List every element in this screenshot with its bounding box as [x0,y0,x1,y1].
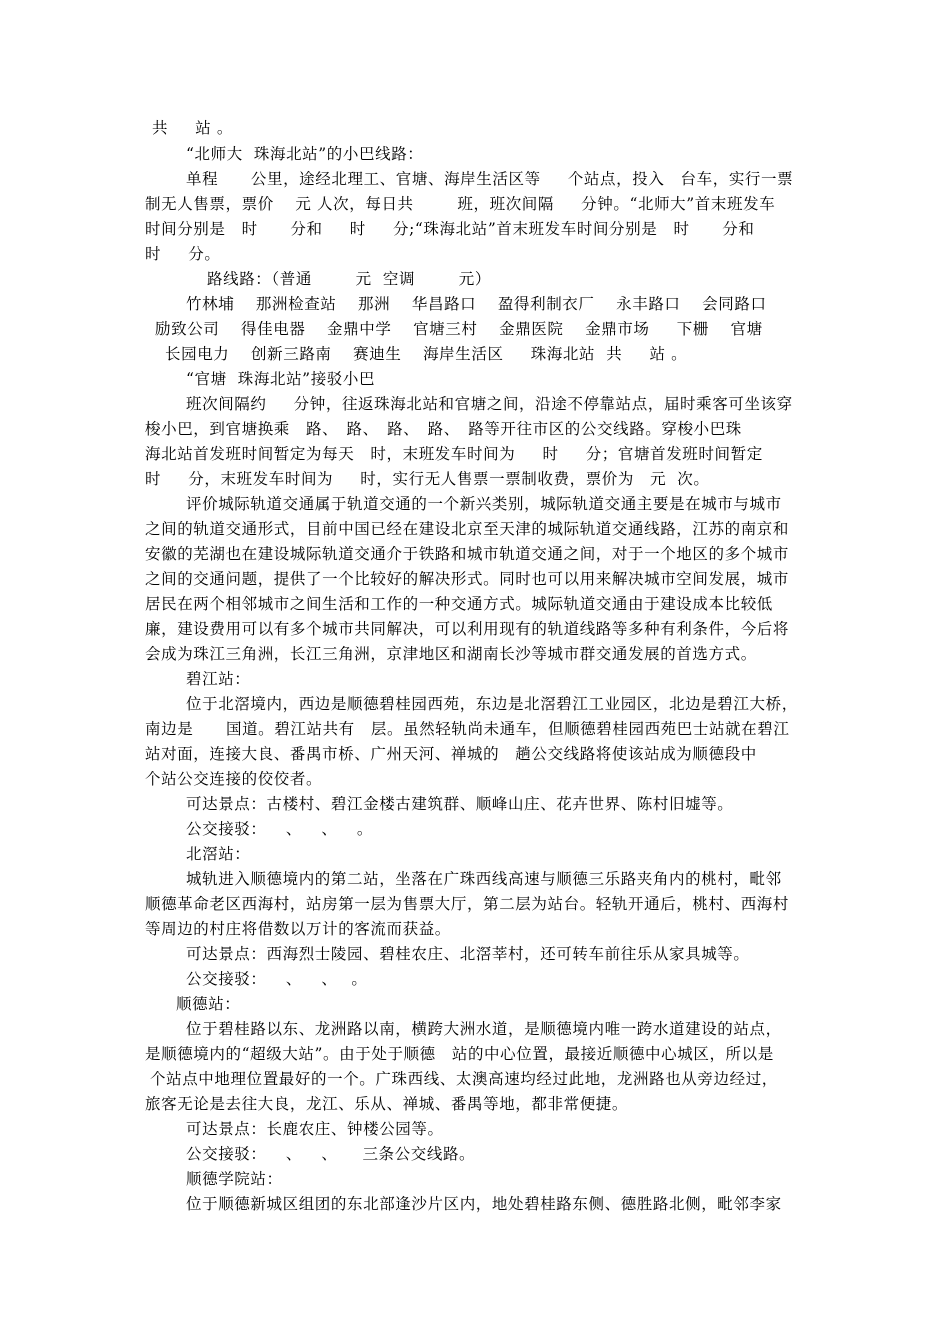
text-line: 励致公司 得佳电器 金鼎中学 官塘三村 金鼎医院 金鼎市场 下栅 官塘 [155,320,763,338]
text-line: 长园电力 创新三路南 赛迪生 海岸生活区 珠海北站 共 站 。 [165,345,688,363]
text-line: 个站点中地理位置最好的一个。广珠西线、太澳高速均经过此地，龙洲路也从旁边经过， [150,1070,778,1088]
text-line: 顺德站： [176,995,241,1013]
text-line: 制无人售票，票价 元 人次，每日共 班，班次间隔 分钟。“北师大”首末班发车 [145,195,776,213]
text-line: 路线路：（普通 元 空调 元） [207,270,491,288]
text-line: 旅客无论是去往大良，龙江、乐从、禅城、番禺等地，都非常便捷。 [145,1095,629,1113]
text-line: 个站公交连接的佼佼者。 [145,770,323,788]
text-line: 可达景点：长鹿农庄、钟楼公园等。 [186,1120,444,1138]
text-line: 共 站 。 [152,119,233,137]
text-line: 公交接驳： 、 、 。 [186,820,374,838]
text-line: 顺德革命老区西海村，站房第一层为售票大厅，第二层为站台。轻轨开通后，桃村、西海村 [145,895,790,913]
text-line: 可达景点：古楼村、碧江金楼古建筑群、顺峰山庄、花卉世界、陈村旧墟等。 [186,795,734,813]
text-line: 廉，建设费用可以有多个城市共同解决，可以利用现有的轨道线路等多种有利条件，今后将 [145,620,790,638]
text-line: 之间的交通问题，提供了一个比较好的解决形式。同时也可以用来解决城市空间发展，城市 [145,570,790,588]
text-line: “官塘 珠海北站”接驳小巴 [186,370,376,388]
text-line: 站对面，连接大良、番禺市桥、广州天河、禅城的 趟公交线路将使该站成为顺德段中 [145,745,757,763]
text-line: 居民在两个相邻城市之间生活和工作的一种交通方式。城际轨道交通由于建设成本比较低 [145,595,773,613]
text-line: 北滘站： [186,845,251,863]
text-line: 南边是 国道。碧江站共有 层。虽然轻轨尚未通车，但顺德碧桂园西苑巴士站就在碧江 [145,720,790,738]
text-line: 城轨进入顺德境内的第二站，坐落在广珠西线高速与顺德三乐路夹角内的桃村，毗邻 [186,870,782,888]
text-line: 时间分别是 时 分和 时 分;“珠海北站”首末班发车时间分别是 时 分和 [145,220,755,238]
text-line: 公交接驳： 、 、 三条公交线路。 [186,1145,476,1163]
text-line: 是顺德境内的“超级大站”。由于处于顺德 站的中心位置，最接近顺德中心城区，所以是 [145,1045,774,1063]
text-line: 可达景点：西海烈士陵园、碧桂农庄、北滘莘村，还可转车前往乐从家具城等。 [186,945,750,963]
text-line: 评价城际轨道交通属于轨道交通的一个新兴类别，城际轨道交通主要是在城市与城市 [186,495,782,513]
text-line: 竹林埔 那洲检查站 那洲 华昌路口 盈得利制衣厂 永丰路口 会同路口 [186,295,767,313]
text-line: 位于北滘境内，西边是顺德碧桂园西苑，东边是北滘碧江工业园区，北边是碧江大桥， [186,695,798,713]
text-line: 单程 公里，途经北理工、官塘、海岸生活区等 个站点，投入 台车，实行一票 [186,170,794,188]
text-line: 等周边的村庄将借数以万计的客流而获益。 [145,920,451,938]
text-line: 会成为珠江三角洲，长江三角洲，京津地区和湖南长沙等城市群交通发展的首选方式。 [145,645,757,663]
text-line: 位于碧桂路以东、龙洲路以南，横跨大洲水道，是顺德境内唯一跨水道建设的站点， [186,1020,782,1038]
text-line: 海北站首发班时间暂定为每天 时，末班发车时间为 时 分；官塘首发班时间暂定 [145,445,763,463]
text-line: 位于顺德新城区组团的东北部逢沙片区内，地处碧桂路东侧、德胜路北侧，毗邻李家 [186,1195,782,1213]
text-line: 之间的轨道交通形式，目前中国已经在建设北京至天津的城际轨道交通线路，江苏的南京和 [145,520,790,538]
text-line: 公交接驳： 、 、 。 [186,970,368,988]
text-line: 班次间隔约 分钟，往返珠海北站和官塘之间，沿途不停靠站点，届时乘客可坐该穿 [186,395,793,413]
text-line: 梭小巴，到官塘换乘 路、 路、 路、 路、 路等开往市区的公交线路。穿梭小巴珠 [145,420,742,438]
text-line: 时 分，末班发车时间为 时，实行无人售票一票制收费，票价为 元 次。 [145,470,710,488]
text-line: 时 分。 [145,245,221,263]
text-line: 安徽的芜湖也在建设城际轨道交通介于铁路和城市轨道交通之间，对于一个地区的多个城市 [145,545,790,563]
text-line: 碧江站： [186,670,251,688]
text-line: “北师大 珠海北站”的小巴线路： [186,145,424,163]
text-line: 顺德学院站： [186,1170,283,1188]
